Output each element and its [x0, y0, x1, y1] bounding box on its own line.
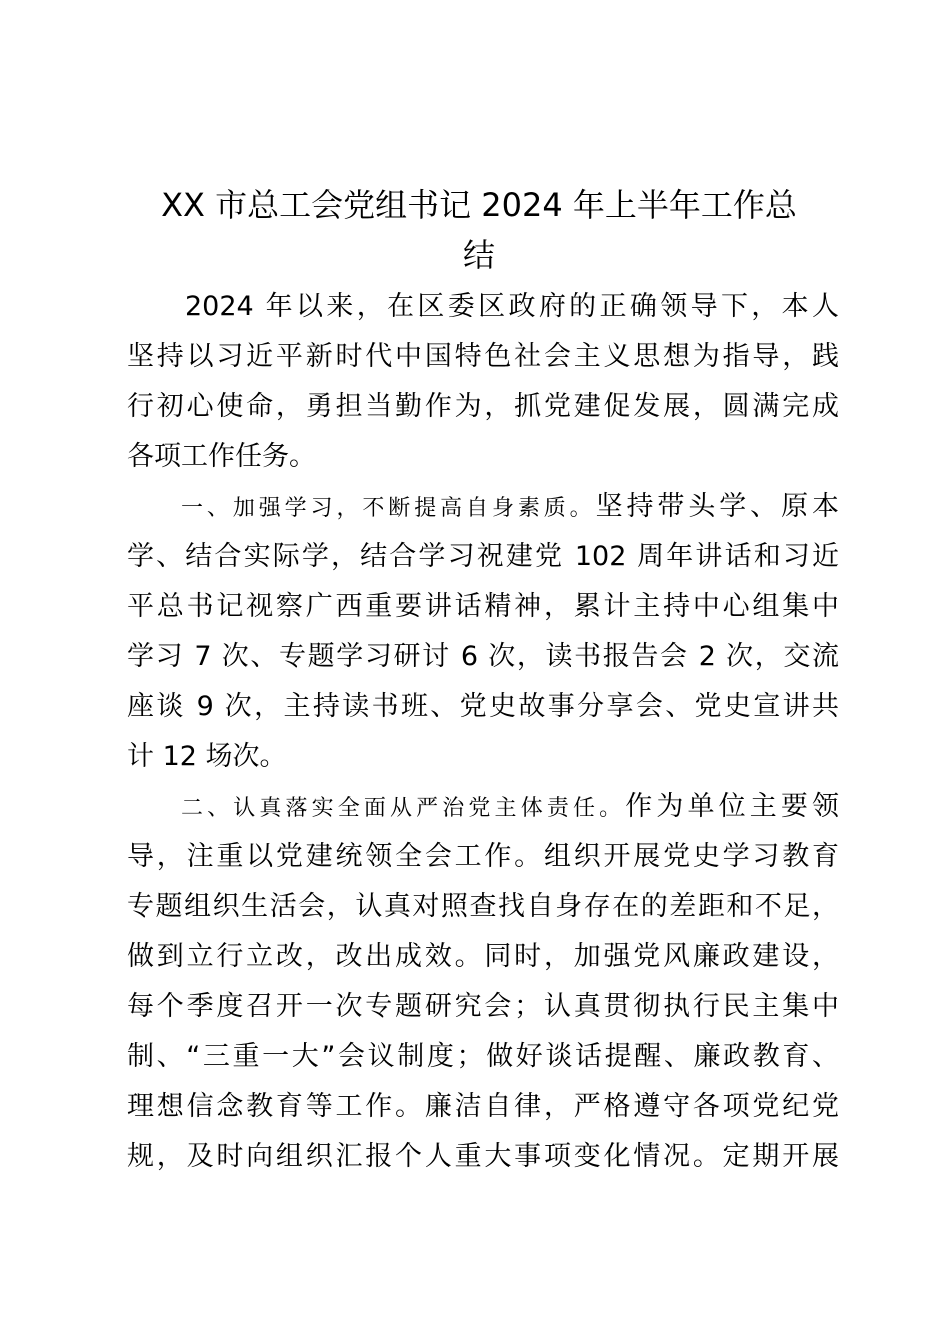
paragraph-line: 计 12 场次。 [127, 741, 287, 772]
paragraph-line: 专题组织生活会，认真对照查找自身存在的差距和不足， [127, 891, 839, 922]
paragraph-line: 行初心使命，勇担当勤作为，抓党建促发展，圆满完成 [127, 391, 839, 422]
paragraph-line: 做到立行立改，改出成效。同时，加强党风廉政建设， [127, 941, 839, 972]
document-body [127, 282, 839, 1182]
paragraph-line: 学习 7 次、专题学习研讨 6 次，读书报告会 2 次，交流 [127, 641, 839, 672]
paragraph-line: 学、结合实际学，结合学习祝建党 102 周年讲话和习近 [127, 541, 839, 572]
paragraph-line: 理想信念教育等工作。廉洁自律，严格遵守各项党纪党 [127, 1091, 839, 1122]
paragraph-line: 2024 年以来，在区委区政府的正确领导下，本人 [185, 291, 839, 322]
section-heading-2: 二、认真落实全面从严治党主体责任。 [181, 796, 626, 821]
paragraph-line-rest: 坚持带头学、原本 [595, 491, 839, 522]
paragraph-line: 座谈 9 次，主持读书班、党史故事分享会、党史宣讲共 [127, 691, 839, 722]
section-heading-1: 一、加强学习，不断提高自身素质。 [181, 496, 596, 521]
paragraph-line: 各项工作任务。 [127, 441, 316, 472]
paragraph-line-rest: 作为单位主要领 [625, 791, 839, 822]
paragraph-responsibility [127, 782, 839, 1182]
paragraph-study [127, 482, 839, 782]
paragraph-line: 导，注重以党建统领全会工作。组织开展党史学习教育 [127, 841, 839, 872]
paragraph-intro [127, 282, 839, 482]
paragraph-line: 坚持以习近平新时代中国特色社会主义思想为指导，践 [127, 341, 839, 372]
paragraph-line: 平总书记视察广西重要讲话精神，累计主持中心组集中 [127, 591, 839, 622]
paragraph-line-with-heading [127, 482, 839, 532]
document-title [118, 180, 840, 280]
paragraph-line: 规，及时向组织汇报个人重大事项变化情况。定期开展 [127, 1141, 839, 1172]
title-line-2: 结 [462, 236, 495, 274]
title-line-1: XX 市总工会党组书记 2024 年上半年工作总 [161, 186, 797, 224]
paragraph-line-with-heading [127, 782, 839, 832]
paragraph-line: 每个季度召开一次专题研究会；认真贯彻执行民主集中 [127, 991, 839, 1022]
paragraph-line: 制、“三重一大”会议制度；做好谈话提醒、廉政教育、 [127, 1041, 839, 1072]
